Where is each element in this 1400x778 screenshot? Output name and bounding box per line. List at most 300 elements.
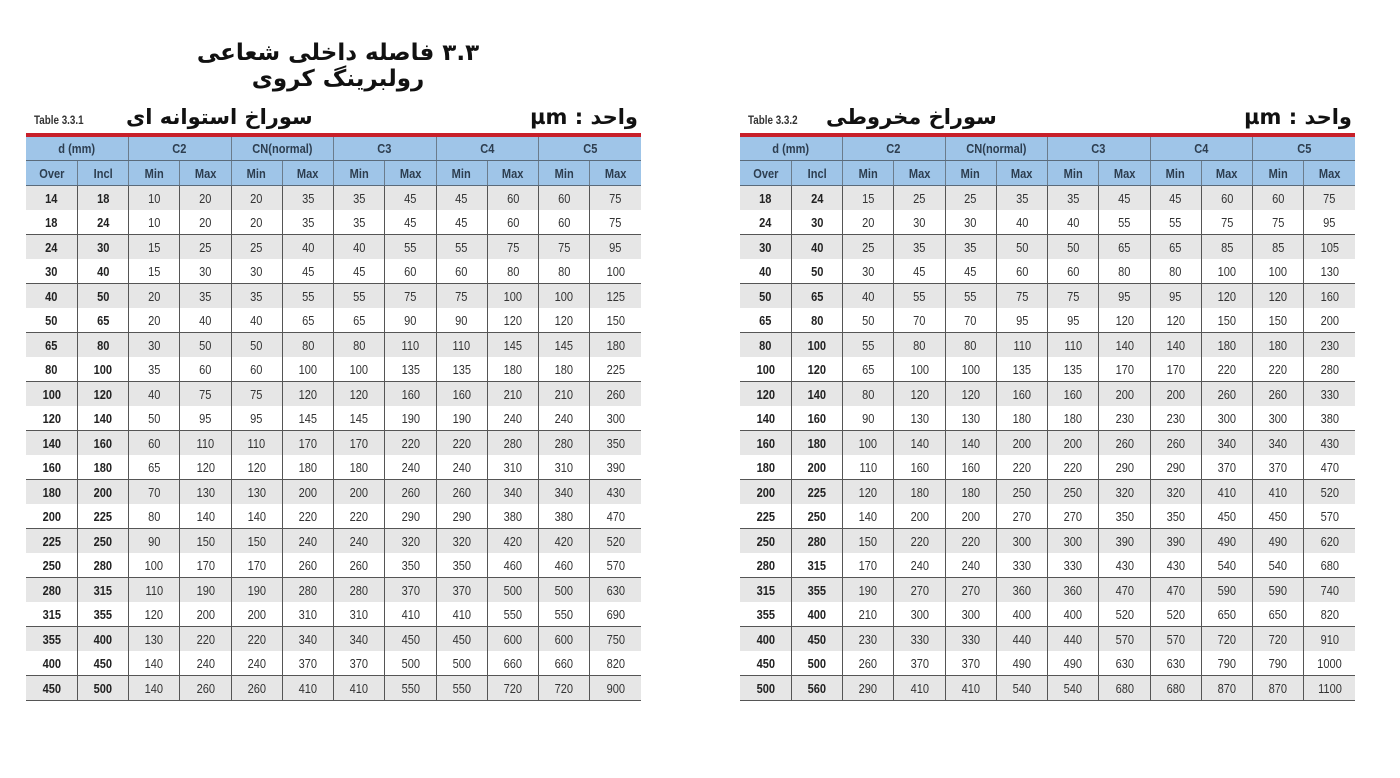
cell-value: 650	[1253, 602, 1304, 627]
cell-value: 25	[231, 235, 282, 260]
cell-value: 230	[1099, 406, 1150, 431]
cell-value: 80	[334, 333, 385, 358]
cell-value: 160	[894, 455, 945, 480]
cell-value: 100	[129, 553, 180, 578]
cell-value: 75	[539, 235, 590, 260]
sub-header: Min	[231, 161, 282, 186]
cell-value: 30	[945, 210, 996, 235]
cell-value: 15	[129, 259, 180, 284]
cell-value: 570	[1150, 627, 1201, 652]
cell-value: 150	[180, 529, 231, 554]
cell-incl: 355	[77, 602, 128, 627]
table-title: سوراخ استوانه ای	[126, 105, 313, 129]
cell-value: 870	[1201, 676, 1252, 701]
cell-value: 200	[1304, 308, 1355, 333]
cell-value: 650	[1201, 602, 1252, 627]
cell-value: 220	[945, 529, 996, 554]
cell-value: 30	[180, 259, 231, 284]
table-panel-tapered	[740, 95, 1356, 701]
cell-over: 180	[26, 480, 77, 505]
cell-over: 50	[45, 312, 58, 328]
cell-value: 95	[1304, 210, 1355, 235]
cell-value: 270	[945, 578, 996, 603]
cell-value: 20	[843, 210, 894, 235]
cell-value: 120	[1201, 284, 1252, 309]
cell-incl: 400	[77, 627, 128, 652]
cell-value: 550	[487, 602, 538, 627]
cell-value: 410	[1201, 480, 1252, 505]
cell-value: 140	[129, 676, 180, 701]
cell-value: 20	[129, 308, 180, 333]
cell-value: 310	[334, 602, 385, 627]
cell-value: 35	[334, 186, 385, 211]
cell-value: 40	[231, 308, 282, 333]
cell-value: 55	[1150, 210, 1201, 235]
table-row	[26, 627, 641, 652]
cell-value: 540	[996, 676, 1047, 701]
cell-value: 50	[129, 406, 180, 431]
cell-value: 85	[1201, 235, 1252, 260]
cell-over: 315	[42, 606, 61, 622]
cell-value: 520	[1150, 602, 1201, 627]
cell-value: 30	[894, 210, 945, 235]
group-header: C2	[129, 135, 232, 161]
cell-value: 200	[1099, 382, 1150, 407]
table-row	[740, 480, 1355, 505]
cell-value: 540	[1253, 553, 1304, 578]
cell-incl: 315	[77, 578, 128, 603]
group-header: C4	[436, 135, 539, 161]
cell-value: 260	[1150, 431, 1201, 456]
cell-value: 240	[436, 455, 487, 480]
cell-value: 200	[1150, 382, 1201, 407]
cell-value: 390	[1099, 529, 1150, 554]
table-row	[740, 259, 1355, 284]
sub-header: Max	[282, 161, 333, 186]
cell-value: 240	[539, 406, 590, 431]
table-row	[26, 186, 641, 211]
cell-value: 40	[180, 308, 231, 333]
cell-value: 300	[945, 602, 996, 627]
cell-value: 570	[590, 553, 641, 578]
cell-incl: 500	[791, 651, 842, 676]
cell-value: 50	[180, 333, 231, 358]
cell-value: 75	[231, 382, 282, 407]
clearance-table-cylindrical	[26, 133, 641, 701]
cell-value: 910	[1304, 627, 1355, 652]
cell-value: 100	[539, 284, 590, 309]
cell-value: 75	[590, 210, 641, 235]
cell-value: 90	[436, 308, 487, 333]
cell-value: 380	[487, 504, 538, 529]
cell-value: 170	[334, 431, 385, 456]
cell-value: 80	[129, 504, 180, 529]
cell-value: 190	[436, 406, 487, 431]
cell-value: 110	[843, 455, 894, 480]
sub-header: Max	[1201, 161, 1252, 186]
sub-header: Max	[1099, 161, 1150, 186]
cell-value: 720	[539, 676, 590, 701]
cell-value: 130	[894, 406, 945, 431]
cell-value: 1000	[1304, 651, 1355, 676]
cell-value: 260	[334, 553, 385, 578]
cell-over: 120	[740, 382, 791, 407]
cell-value: 95	[1099, 284, 1150, 309]
cell-value: 240	[282, 529, 333, 554]
cell-value: 680	[1150, 676, 1201, 701]
cell-value: 110	[129, 578, 180, 603]
cell-over: 14	[26, 186, 77, 211]
cell-value: 55	[385, 235, 436, 260]
cell-value: 220	[334, 504, 385, 529]
cell-value: 120	[487, 308, 538, 333]
table-row	[26, 651, 641, 676]
table-row	[26, 529, 641, 554]
cell-incl: 50	[791, 259, 842, 284]
cell-over: 355	[26, 627, 77, 652]
group-header: CN(normal)	[231, 135, 334, 161]
unit-label: واحد : µm	[1244, 105, 1352, 129]
cell-value: 80	[487, 259, 538, 284]
cell-value: 135	[996, 357, 1047, 382]
cell-incl: 140	[791, 382, 842, 407]
cell-value: 410	[436, 602, 487, 627]
cell-incl: 200	[77, 480, 128, 505]
cell-value: 500	[385, 651, 436, 676]
table-row	[740, 602, 1355, 627]
cell-value: 370	[334, 651, 385, 676]
table-row	[740, 357, 1355, 382]
cell-incl: 30	[77, 235, 128, 260]
cell-value: 90	[385, 308, 436, 333]
cell-value: 140	[129, 651, 180, 676]
cell-value: 20	[231, 210, 282, 235]
cell-value: 80	[539, 259, 590, 284]
cell-value: 200	[945, 504, 996, 529]
cell-value: 380	[1304, 406, 1355, 431]
cell-value: 180	[590, 333, 641, 358]
table-row	[740, 455, 1355, 480]
cell-value: 120	[1150, 308, 1201, 333]
cell-value: 260	[282, 553, 333, 578]
cell-value: 210	[843, 602, 894, 627]
cell-incl: 180	[77, 455, 128, 480]
cell-value: 160	[436, 382, 487, 407]
cell-value: 720	[487, 676, 538, 701]
cell-value: 40	[129, 382, 180, 407]
cell-value: 260	[1253, 382, 1304, 407]
cell-incl: 160	[791, 406, 842, 431]
cell-value: 720	[1253, 627, 1304, 652]
cell-value: 100	[282, 357, 333, 382]
cell-value: 20	[231, 186, 282, 211]
cell-value: 440	[996, 627, 1047, 652]
cell-value: 570	[1099, 627, 1150, 652]
sub-header: Max	[996, 161, 1047, 186]
cell-value: 330	[1048, 553, 1099, 578]
table-panel-cylindrical	[26, 95, 642, 701]
cell-value: 300	[894, 602, 945, 627]
cell-value: 200	[334, 480, 385, 505]
cell-value: 190	[231, 578, 282, 603]
cell-value: 55	[894, 284, 945, 309]
cell-incl: 280	[77, 553, 128, 578]
cell-value: 190	[385, 406, 436, 431]
cell-incl: 18	[77, 186, 128, 211]
cell-value: 550	[385, 676, 436, 701]
cell-value: 150	[590, 308, 641, 333]
cell-value: 150	[1201, 308, 1252, 333]
cell-over: 225	[26, 529, 77, 554]
cell-incl: 80	[791, 308, 842, 333]
cell-value: 30	[843, 259, 894, 284]
cell-value: 430	[1099, 553, 1150, 578]
cell-over: 250	[42, 557, 61, 573]
cell-value: 240	[334, 529, 385, 554]
cell-over: 200	[42, 508, 61, 524]
cell-value: 370	[1201, 455, 1252, 480]
sub-header: Min	[1150, 161, 1201, 186]
cell-over: 315	[740, 578, 791, 603]
cell-incl: 250	[77, 529, 128, 554]
cell-value: 300	[1201, 406, 1252, 431]
cell-value: 600	[487, 627, 538, 652]
table-row	[740, 529, 1355, 554]
table-row	[740, 578, 1355, 603]
cell-over: 65	[26, 333, 77, 358]
cell-value: 130	[180, 480, 231, 505]
cell-value: 75	[1201, 210, 1252, 235]
table-row	[26, 308, 641, 333]
cell-value: 490	[1201, 529, 1252, 554]
cell-value: 100	[894, 357, 945, 382]
cell-value: 260	[436, 480, 487, 505]
cell-value: 750	[590, 627, 641, 652]
table-row	[26, 284, 641, 309]
cell-value: 340	[334, 627, 385, 652]
cell-value: 135	[385, 357, 436, 382]
cell-value: 40	[334, 235, 385, 260]
table-row	[740, 382, 1355, 407]
cell-value: 410	[894, 676, 945, 701]
cell-value: 150	[843, 529, 894, 554]
cell-value: 240	[894, 553, 945, 578]
sub-header: Min	[436, 161, 487, 186]
cell-value: 260	[590, 382, 641, 407]
cell-value: 900	[590, 676, 641, 701]
cell-value: 240	[487, 406, 538, 431]
cell-value: 320	[1150, 480, 1201, 505]
cell-value: 65	[282, 308, 333, 333]
cell-value: 330	[945, 627, 996, 652]
cell-value: 120	[129, 602, 180, 627]
cell-value: 180	[945, 480, 996, 505]
table-row	[740, 284, 1355, 309]
cell-value: 35	[894, 235, 945, 260]
table-row	[26, 578, 641, 603]
cell-value: 540	[1048, 676, 1099, 701]
cell-value: 120	[945, 382, 996, 407]
cell-value: 35	[282, 210, 333, 235]
cell-value: 200	[894, 504, 945, 529]
cell-value: 95	[1048, 308, 1099, 333]
cell-value: 25	[843, 235, 894, 260]
table-row	[740, 553, 1355, 578]
cell-value: 450	[385, 627, 436, 652]
cell-value: 65	[1150, 235, 1201, 260]
cell-value: 75	[1048, 284, 1099, 309]
cell-value: 550	[539, 602, 590, 627]
sub-header: Max	[1304, 161, 1355, 186]
cell-value: 500	[539, 578, 590, 603]
cell-value: 55	[334, 284, 385, 309]
cell-over: 200	[740, 480, 791, 505]
cell-value: 30	[231, 259, 282, 284]
cell-value: 80	[894, 333, 945, 358]
unit-label: واحد : µm	[530, 105, 638, 129]
cell-value: 520	[1099, 602, 1150, 627]
cell-value: 370	[282, 651, 333, 676]
cell-value: 55	[945, 284, 996, 309]
cell-value: 60	[1048, 259, 1099, 284]
cell-value: 150	[231, 529, 282, 554]
cell-value: 125	[590, 284, 641, 309]
cell-value: 70	[894, 308, 945, 333]
cell-value: 170	[1099, 357, 1150, 382]
cell-value: 370	[385, 578, 436, 603]
cell-value: 60	[1201, 186, 1252, 211]
cell-value: 320	[385, 529, 436, 554]
cell-value: 160	[945, 455, 996, 480]
cell-value: 390	[1150, 529, 1201, 554]
sub-header: Min	[334, 161, 385, 186]
cell-value: 20	[180, 210, 231, 235]
cell-value: 20	[180, 186, 231, 211]
cell-value: 120	[1099, 308, 1150, 333]
cell-value: 180	[996, 406, 1047, 431]
cell-value: 540	[1201, 553, 1252, 578]
cell-value: 220	[180, 627, 231, 652]
cell-value: 135	[1048, 357, 1099, 382]
cell-value: 180	[1048, 406, 1099, 431]
sub-header: Min	[1048, 161, 1099, 186]
cell-value: 500	[436, 651, 487, 676]
cell-value: 190	[843, 578, 894, 603]
cell-value: 180	[539, 357, 590, 382]
cell-value: 210	[487, 382, 538, 407]
cell-over: 250	[740, 529, 791, 554]
cell-value: 260	[180, 676, 231, 701]
cell-value: 80	[282, 333, 333, 358]
table-row	[740, 406, 1355, 431]
cell-value: 75	[180, 382, 231, 407]
cell-value: 520	[590, 529, 641, 554]
cell-value: 60	[436, 259, 487, 284]
table-body	[26, 186, 641, 701]
cell-incl: 65	[77, 308, 128, 333]
cell-value: 145	[487, 333, 538, 358]
table-row	[26, 602, 641, 627]
cell-value: 360	[996, 578, 1047, 603]
cell-value: 520	[1304, 480, 1355, 505]
cell-value: 290	[436, 504, 487, 529]
cell-value: 105	[1304, 235, 1355, 260]
table-row	[740, 651, 1355, 676]
cell-value: 290	[843, 676, 894, 701]
cell-over: 160	[42, 459, 61, 475]
cell-value: 110	[385, 333, 436, 358]
table-row	[26, 480, 641, 505]
cell-value: 300	[1048, 529, 1099, 554]
cell-over: 355	[756, 606, 775, 622]
cell-value: 660	[539, 651, 590, 676]
cell-value: 160	[996, 382, 1047, 407]
cell-value: 200	[180, 602, 231, 627]
cell-value: 600	[539, 627, 590, 652]
cell-value: 45	[1099, 186, 1150, 211]
cell-over: 30	[45, 263, 58, 279]
table-caption	[26, 95, 642, 133]
cell-value: 70	[129, 480, 180, 505]
cell-value: 180	[894, 480, 945, 505]
cell-value: 110	[436, 333, 487, 358]
cell-over: 280	[756, 557, 775, 573]
cell-value: 160	[1048, 382, 1099, 407]
cell-value: 45	[385, 186, 436, 211]
table-row	[26, 259, 641, 284]
table-row	[740, 308, 1355, 333]
cell-value: 75	[590, 186, 641, 211]
cell-value: 220	[385, 431, 436, 456]
cell-incl: 50	[77, 284, 128, 309]
cell-value: 870	[1253, 676, 1304, 701]
cell-value: 590	[1253, 578, 1304, 603]
cell-value: 60	[539, 210, 590, 235]
cell-value: 790	[1201, 651, 1252, 676]
cell-value: 280	[282, 578, 333, 603]
cell-value: 95	[231, 406, 282, 431]
cell-value: 10	[129, 186, 180, 211]
cell-value: 60	[129, 431, 180, 456]
cell-value: 150	[1253, 308, 1304, 333]
cell-value: 35	[945, 235, 996, 260]
cell-value: 100	[1201, 259, 1252, 284]
cell-value: 240	[180, 651, 231, 676]
cell-value: 110	[180, 431, 231, 456]
cell-value: 45	[945, 259, 996, 284]
cell-over: 80	[45, 361, 58, 377]
cell-value: 100	[334, 357, 385, 382]
cell-value: 370	[1253, 455, 1304, 480]
cell-value: 40	[1048, 210, 1099, 235]
cell-value: 75	[487, 235, 538, 260]
cell-value: 65	[1099, 235, 1150, 260]
cell-value: 720	[1201, 627, 1252, 652]
cell-incl: 315	[791, 553, 842, 578]
group-header: d (mm)	[26, 135, 129, 161]
cell-value: 170	[180, 553, 231, 578]
sub-header: Over	[740, 161, 791, 186]
cell-value: 130	[945, 406, 996, 431]
cell-value: 60	[487, 210, 538, 235]
cell-over: 450	[756, 655, 775, 671]
cell-value: 50	[843, 308, 894, 333]
cell-over: 160	[740, 431, 791, 456]
cell-incl: 500	[77, 676, 128, 701]
cell-value: 570	[1304, 504, 1355, 529]
cell-value: 470	[1304, 455, 1355, 480]
sub-header: Min	[843, 161, 894, 186]
